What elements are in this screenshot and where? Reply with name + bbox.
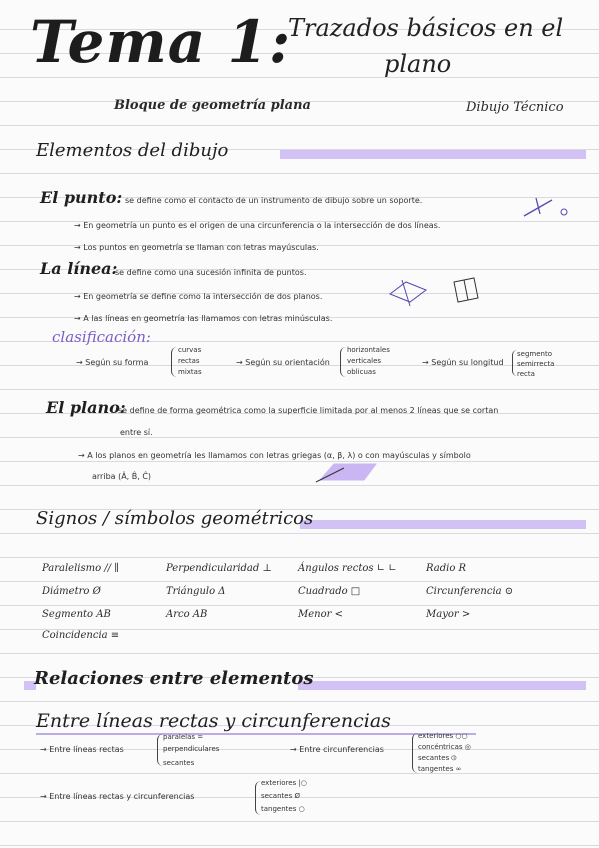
symbol-item: Mayor > [426,609,471,620]
symbol-item: Circunferencia ⊙ [426,586,514,597]
underline [36,732,476,736]
bullet-text: → A los planos en geometría les llamamos con letras griegas (α, β, λ) o con mayúsculas y símbolo [78,451,471,460]
definition-text: entre sí. [120,428,153,437]
symbol-item: Radio R [426,563,467,574]
relation-lead: → Entre líneas rectas y circunferencias [40,792,195,801]
classification-item: rectas [178,357,200,365]
symbol-item: Triángulo Δ [166,586,226,597]
term-point: El punto: [40,188,123,207]
block-label: Bloque de geometría plana [114,98,311,113]
symbol-item: Perpendicularidad ⊥ [166,563,272,574]
relation-item: paralelas = [163,733,204,741]
classification-item: segmento [517,350,552,358]
symbol-item: Diámetro Ø [42,586,101,597]
classification-item: curvas [178,346,202,354]
symbol-item: Menor < [298,609,343,620]
section-highlight [298,681,586,690]
brace [340,347,346,377]
relation-item: concéntricas ◎ [418,743,471,751]
section-highlight [280,150,586,159]
classification-lead: → Según su orientación [236,358,330,367]
classification-item: horizontales [347,346,390,354]
relation-item: exteriores |○ [261,779,307,787]
definition-text: se define de forma geométrica como la superficie limitada por al menos 2 líneas que se cortan [118,406,499,415]
classification-item: mixtas [178,368,202,376]
page-subtitle-line1: Trazados básicos en el [288,14,564,42]
relation-item: exteriores ○○ [418,732,468,740]
definition-text: se define como una sucesión infinita de puntos. [115,268,307,277]
classification-heading: clasificación: [52,328,151,346]
relation-item: tangentes ∞ [418,765,462,773]
relation-item: secantes ⦶ [418,754,457,762]
definition-text: se define como el contacto de un instrumento de dibujo sobre un soporte. [125,196,423,205]
bullet-text: → Los puntos en geometría se llaman con letras mayúsculas. [74,243,319,252]
relation-item: perpendiculares [163,745,220,753]
section-title: Signos / símbolos geométricos [36,508,314,529]
symbol-item: Coincidencia ≡ [42,630,120,641]
term-plane: El plano: [46,398,126,417]
classification-lead: → Según su forma [76,358,149,367]
classification-item: semirrecta [517,360,555,368]
section-title: Elementos del dibujo [36,140,229,161]
classification-item: recta [517,370,535,378]
subject-label: Dibujo Técnico [466,100,564,115]
term-line: La línea: [40,259,118,278]
symbol-item: Arco AB [166,609,208,620]
bullet-text: → A las líneas en geometría las llamamos con letras minúsculas. [74,314,333,323]
planes-intersection-icon [388,276,498,308]
relation-item: tangentes ○ [261,805,305,813]
relation-item: secantes [163,759,195,767]
section-title: Relaciones entre elementos [34,668,314,689]
classification-item: oblicuas [347,368,376,376]
symbol-item: Paralelismo // ∥ [42,563,119,574]
section-highlight [300,520,586,529]
bullet-text: arriba (Â, B̂, Ĉ) [92,472,152,481]
symbol-item: Ángulos rectos ∟ ∟ [298,563,397,574]
plane-drawing-icon [314,462,384,484]
bullet-text: → En geometría un punto es el origen de una circunferencia o la intersección de dos líneas. [74,221,441,230]
relation-lead: → Entre líneas rectas [40,745,124,754]
bullet-text: → En geometría se define como la intersección de dos planos. [74,292,323,301]
symbol-item: Cuadrado □ [298,586,361,597]
point-drawing-icon [520,194,580,224]
subsection-title: Entre líneas rectas y circunferencias [36,710,391,732]
page-title: Tema 1: [30,8,292,76]
classification-item: verticales [347,357,382,365]
classification-lead: → Según su longitud [422,358,504,367]
relation-item: secantes Ø [261,792,300,800]
page-subtitle-line2: plano [384,50,452,78]
brace [171,347,177,377]
symbol-item: Segmento AB [42,609,111,620]
relation-lead: → Entre circunferencias [290,745,384,754]
